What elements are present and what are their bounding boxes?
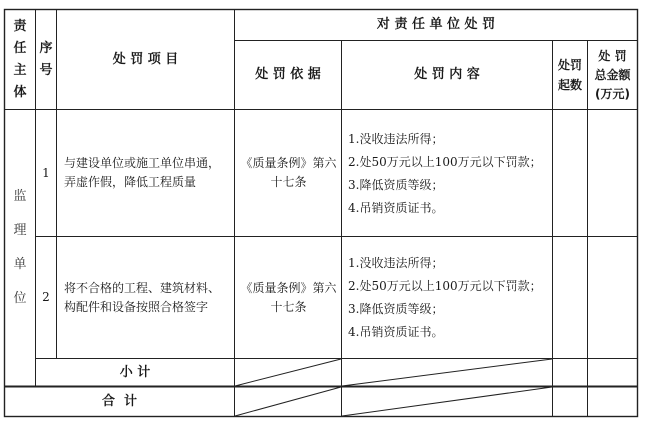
subtotal-label: 小 计 xyxy=(119,364,151,380)
row-2-content-line: 3.降低资质等级； xyxy=(348,302,444,316)
row-1-content-line: 1.没收违法所得； xyxy=(348,132,444,146)
header-start-line: 处罚 xyxy=(557,58,582,72)
header-subject-char: 体 xyxy=(13,84,27,100)
row-1-seq: 1 xyxy=(42,165,50,180)
row-1-item: 与建设单位或施工单位串通，弄虚作假，降低工程质量 xyxy=(64,156,221,189)
header-total-line: 处 罚 xyxy=(598,48,627,63)
row-1-content-line: 4.吊销资质证书。 xyxy=(348,201,444,215)
header-subject-char: 责 xyxy=(13,18,27,34)
row-1-content-line: 2.处50万元以上100万元以下罚款； xyxy=(348,155,542,169)
header-subject-char: 任 xyxy=(13,40,27,56)
subject-char: 理 xyxy=(13,223,27,238)
header-subject xyxy=(5,10,35,109)
header-group: 对 责 任 单 位 处 罚 xyxy=(376,17,496,33)
header-start-count xyxy=(553,41,587,109)
row-2-content xyxy=(348,252,542,344)
header-total-amount xyxy=(588,41,637,109)
row-1-content xyxy=(348,128,542,220)
header-total-line: (万元) xyxy=(595,86,630,101)
subject-char: 单 xyxy=(13,257,27,272)
row-2-item: 将不合格的工程、建筑材料、构配件和设备按照合格签字 xyxy=(64,280,221,314)
row-2-seq: 2 xyxy=(42,290,50,305)
total-label: 合 计 xyxy=(101,393,138,409)
subject-char: 监 xyxy=(13,189,27,204)
header-seq-char: 序 xyxy=(39,40,53,56)
header-seq-char: 号 xyxy=(39,62,53,78)
row-2-content-line: 1.没收违法所得； xyxy=(348,256,444,270)
header-seq xyxy=(36,10,56,109)
header-basis: 处 罚 依 据 xyxy=(255,67,321,83)
header-subject-char: 主 xyxy=(13,62,27,78)
row-1-basis: 《质量条例》第六十七条 xyxy=(240,156,337,189)
subject-cell xyxy=(5,110,35,386)
row-1-content-line: 3.降低资质等级； xyxy=(348,178,444,192)
row-2-content-line: 2.处50万元以上100万元以下罚款； xyxy=(348,279,542,293)
header-total-line: 总金额 xyxy=(594,67,631,82)
subject-char: 位 xyxy=(13,291,27,306)
row-2-basis: 《质量条例》第六十七条 xyxy=(240,280,337,314)
header-item: 处 罚 项 目 xyxy=(112,51,179,67)
header-content: 处 罚 内 容 xyxy=(414,67,480,83)
header-start-line: 起数 xyxy=(557,78,582,92)
row-2-content-line: 4.吊销资质证书。 xyxy=(348,325,444,339)
